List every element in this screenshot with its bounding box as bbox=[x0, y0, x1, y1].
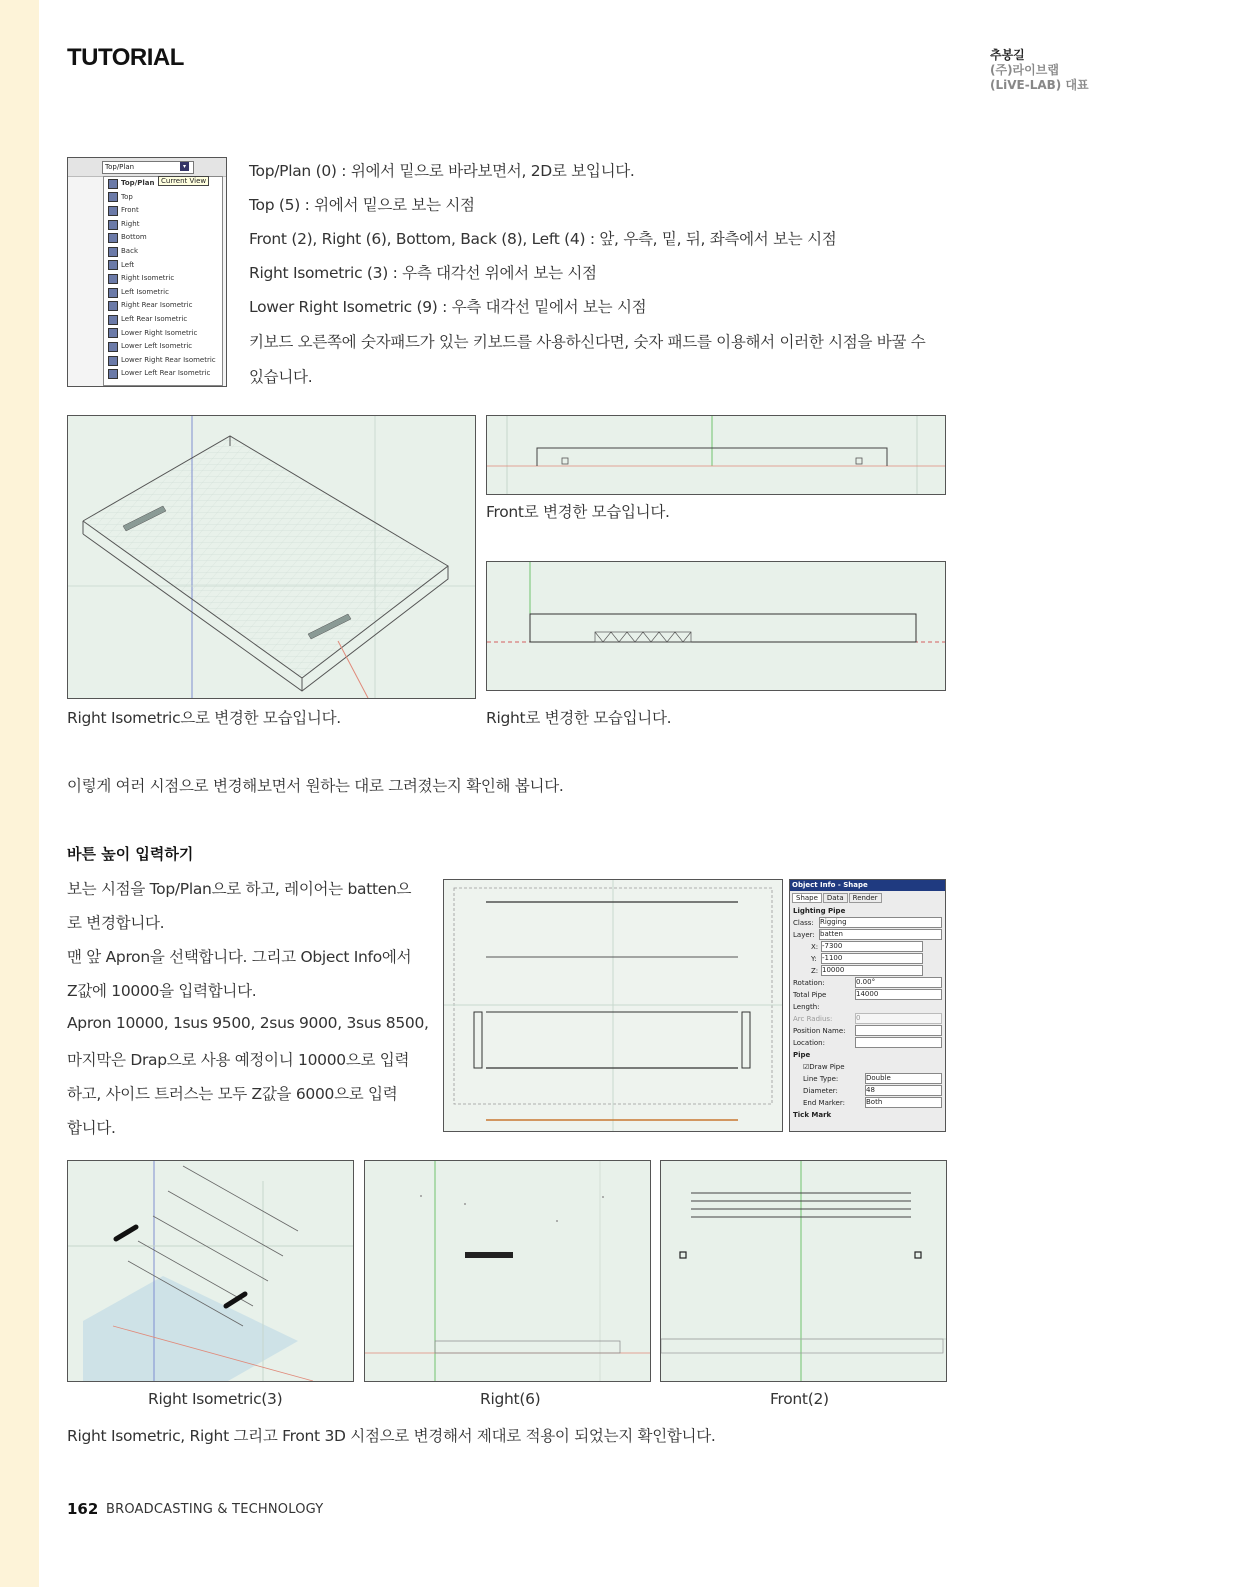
view-cube-icon bbox=[108, 260, 118, 270]
view-cube-icon bbox=[108, 192, 118, 202]
position-field[interactable] bbox=[855, 1025, 942, 1036]
tab-shape[interactable]: Shape bbox=[792, 893, 822, 903]
view-cube-icon bbox=[108, 342, 118, 352]
length-label: Total Pipe Length: bbox=[793, 991, 827, 1011]
view-menu-item-label: Right bbox=[121, 219, 140, 228]
view-menu-item-label: Top/Plan bbox=[121, 179, 155, 187]
section-line: 합니다. bbox=[67, 1119, 116, 1137]
author-title: (LiVE-LAB) 대표 bbox=[990, 78, 1089, 92]
view-menu-item[interactable] bbox=[104, 340, 222, 354]
palette-tabs bbox=[790, 891, 945, 905]
author-company: (주)라이브랩 bbox=[990, 63, 1059, 77]
diameter-field[interactable]: 48 bbox=[865, 1085, 942, 1096]
tab-data[interactable]: Data bbox=[823, 893, 848, 903]
checkbox-icon[interactable]: ☑ bbox=[803, 1063, 810, 1071]
view-cube-icon bbox=[108, 288, 118, 298]
section-title: TUTORIAL bbox=[67, 44, 184, 71]
view-menu-item[interactable] bbox=[104, 259, 222, 273]
view-menu-item-label: Top bbox=[121, 192, 133, 201]
right-view-figure bbox=[486, 561, 946, 691]
top-plan-figure bbox=[443, 879, 783, 1132]
magazine-name: BROADCASTING & TECHNOLOGY bbox=[106, 1502, 324, 1517]
position-label: Position Name: bbox=[793, 1027, 846, 1035]
author-block bbox=[990, 48, 1089, 93]
line-type-label: Line Type: bbox=[803, 1075, 839, 1083]
intro-line: Right Isometric (3) : 우측 대각선 위에서 보는 시점 bbox=[249, 264, 597, 282]
y-field[interactable]: -1100 bbox=[821, 953, 923, 964]
arc-field[interactable]: 0 bbox=[855, 1013, 942, 1024]
view-menu-item-label: Left Rear Isometric bbox=[121, 314, 188, 323]
layer-label: Layer: bbox=[793, 931, 815, 939]
object-info-palette bbox=[789, 879, 946, 1132]
view-menu-item-label: Lower Left Isometric bbox=[121, 342, 193, 351]
x-field[interactable]: -7300 bbox=[821, 941, 923, 952]
intro-line: Front (2), Right (6), Bottom, Back (8), Left (4) : 앞, 우측, 밑, 뒤, 좌측에서 보는 시점 bbox=[249, 230, 837, 248]
end-marker-select[interactable]: Both bbox=[865, 1097, 942, 1108]
arc-label: Arc Radius: bbox=[793, 1015, 833, 1023]
location-field[interactable] bbox=[855, 1037, 942, 1048]
section-line: 로 변경합니다. bbox=[67, 914, 165, 932]
paragraph-check: 이렇게 여러 시점으로 변경해보면서 원하는 대로 그려졌는지 확인해 봅니다. bbox=[67, 777, 564, 795]
x-label: X: bbox=[811, 943, 819, 951]
caption-front: Front로 변경한 모습입니다. bbox=[486, 503, 670, 521]
front-view-figure bbox=[486, 415, 946, 495]
view-menu-list bbox=[103, 176, 223, 386]
view-cube-icon bbox=[108, 247, 118, 257]
view-menu-item-label: Left bbox=[121, 260, 135, 269]
bottom-front-view-figure bbox=[660, 1160, 947, 1382]
view-menu-item[interactable] bbox=[104, 191, 222, 205]
location-label: Location: bbox=[793, 1039, 825, 1047]
section-line: 보는 시점을 Top/Plan으로 하고, 레이어는 batten으 bbox=[67, 880, 412, 898]
z-label: Z: bbox=[811, 967, 819, 975]
rotation-field[interactable]: 0.00° bbox=[855, 977, 942, 988]
view-menu-item-label: Right Rear Isometric bbox=[121, 301, 193, 310]
view-menu-item-label: Lower Right Rear Isometric bbox=[121, 355, 216, 364]
view-cube-icon bbox=[108, 233, 118, 243]
view-cube-icon bbox=[108, 369, 118, 379]
tooltip: Current View bbox=[158, 176, 209, 186]
z-field[interactable]: 10000 bbox=[821, 965, 923, 976]
view-menu-item-label: Front bbox=[121, 206, 139, 215]
y-label: Y: bbox=[811, 955, 817, 963]
view-menu-item[interactable] bbox=[104, 245, 222, 259]
intro-line: 있습니다. bbox=[249, 368, 313, 386]
intro-line: Top/Plan (0) : 위에서 밑으로 바라보면서, 2D로 보입니다. bbox=[249, 162, 635, 180]
bottom-right-isometric-figure bbox=[67, 1160, 354, 1382]
tick-mark-label: Tick Mark bbox=[793, 1111, 832, 1119]
tab-render[interactable]: Render bbox=[849, 893, 882, 903]
view-menu-item-label: Bottom bbox=[121, 233, 147, 242]
view-cube-icon bbox=[108, 179, 118, 189]
caption-right: Right로 변경한 모습입니다. bbox=[486, 709, 672, 727]
diameter-label: Diameter: bbox=[803, 1087, 838, 1095]
view-cube-icon bbox=[108, 206, 118, 216]
view-menu-item[interactable] bbox=[104, 354, 222, 368]
length-field[interactable]: 14000 bbox=[855, 989, 942, 1000]
layer-select[interactable]: batten bbox=[819, 929, 942, 940]
end-marker-label: End Marker: bbox=[803, 1099, 845, 1107]
view-menu-item[interactable] bbox=[104, 231, 222, 245]
draw-pipe-label: Draw Pipe bbox=[809, 1063, 845, 1071]
view-cube-icon bbox=[108, 356, 118, 366]
view-menu-item[interactable] bbox=[104, 299, 222, 313]
caption-right-isometric: Right Isometric으로 변경한 모습입니다. bbox=[67, 709, 341, 727]
view-menu-item[interactable] bbox=[104, 286, 222, 300]
object-type: Lighting Pipe bbox=[793, 907, 846, 915]
view-cube-icon bbox=[108, 328, 118, 338]
toolbar-strip bbox=[68, 158, 227, 177]
view-menu-item[interactable] bbox=[104, 218, 222, 232]
section-heading: 바튼 높이 입력하기 bbox=[67, 845, 194, 863]
view-menu-item[interactable] bbox=[104, 204, 222, 218]
paragraph-final: Right Isometric, Right 그리고 Front 3D 시점으로 변경해서 제대로 적용이 되었는지 확인합니다. bbox=[67, 1427, 716, 1445]
pipe-group-label: Pipe bbox=[793, 1051, 811, 1059]
section-line: 맨 앞 Apron을 선택합니다. 그리고 Object Info에서 bbox=[67, 948, 412, 966]
view-cube-icon bbox=[108, 220, 118, 230]
author-name: 추봉길 bbox=[990, 48, 1025, 62]
page-number: 162 bbox=[67, 1500, 99, 1518]
view-menu-item-label: Left Isometric bbox=[121, 287, 169, 296]
page-side-strip bbox=[0, 0, 39, 1587]
view-menu-item-label: Back bbox=[121, 246, 138, 255]
chevron-down-icon[interactable]: ▾ bbox=[180, 162, 189, 171]
intro-line: Top (5) : 위에서 밑으로 보는 시점 bbox=[249, 196, 475, 214]
section-line: Apron 10000, 1sus 9500, 2sus 9000, 3sus 8500, bbox=[67, 1014, 429, 1032]
right-isometric-figure bbox=[67, 415, 476, 699]
view-cube-icon bbox=[108, 315, 118, 325]
view-menu-item-label: Lower Right Isometric bbox=[121, 328, 198, 337]
section-line: Z값에 10000을 입력합니다. bbox=[67, 982, 257, 1000]
caption-bottom-front: Front(2) bbox=[770, 1390, 829, 1408]
bottom-right-view-figure bbox=[364, 1160, 651, 1382]
intro-line: Lower Right Isometric (9) : 우측 대각선 밑에서 보는 시점 bbox=[249, 298, 647, 316]
view-cube-icon bbox=[108, 301, 118, 311]
view-menu-item[interactable] bbox=[104, 327, 222, 341]
section-line: 하고, 사이드 트러스는 모두 Z값을 6000으로 입력 bbox=[67, 1085, 398, 1103]
class-select[interactable]: Rigging bbox=[819, 917, 942, 928]
view-menu-item-label: Right Isometric bbox=[121, 274, 175, 283]
caption-bottom-right-isometric: Right Isometric(3) bbox=[148, 1390, 283, 1408]
view-menu-item[interactable] bbox=[104, 313, 222, 327]
rotation-label: Rotation: bbox=[793, 979, 825, 987]
section-line: 마지막은 Drap으로 사용 예정이니 10000으로 입력 bbox=[67, 1051, 410, 1069]
view-menu-screenshot bbox=[67, 157, 227, 387]
view-menu-item-label: Lower Left Rear Isometric bbox=[121, 369, 211, 378]
palette-title: Object Info - Shape bbox=[790, 880, 945, 891]
view-cube-icon bbox=[108, 274, 118, 284]
intro-line: 키보드 오른쪽에 숫자패드가 있는 키보드를 사용하신다면, 숫자 패드를 이용해서 이러한 시점을 바꿀 수 bbox=[249, 333, 926, 351]
view-menu-item[interactable] bbox=[104, 272, 222, 286]
line-type-select[interactable]: Double bbox=[865, 1073, 942, 1084]
class-label: Class: bbox=[793, 919, 814, 927]
view-menu-item[interactable] bbox=[104, 367, 222, 381]
caption-bottom-right: Right(6) bbox=[480, 1390, 541, 1408]
view-dropdown-value: Top/Plan bbox=[105, 163, 135, 171]
